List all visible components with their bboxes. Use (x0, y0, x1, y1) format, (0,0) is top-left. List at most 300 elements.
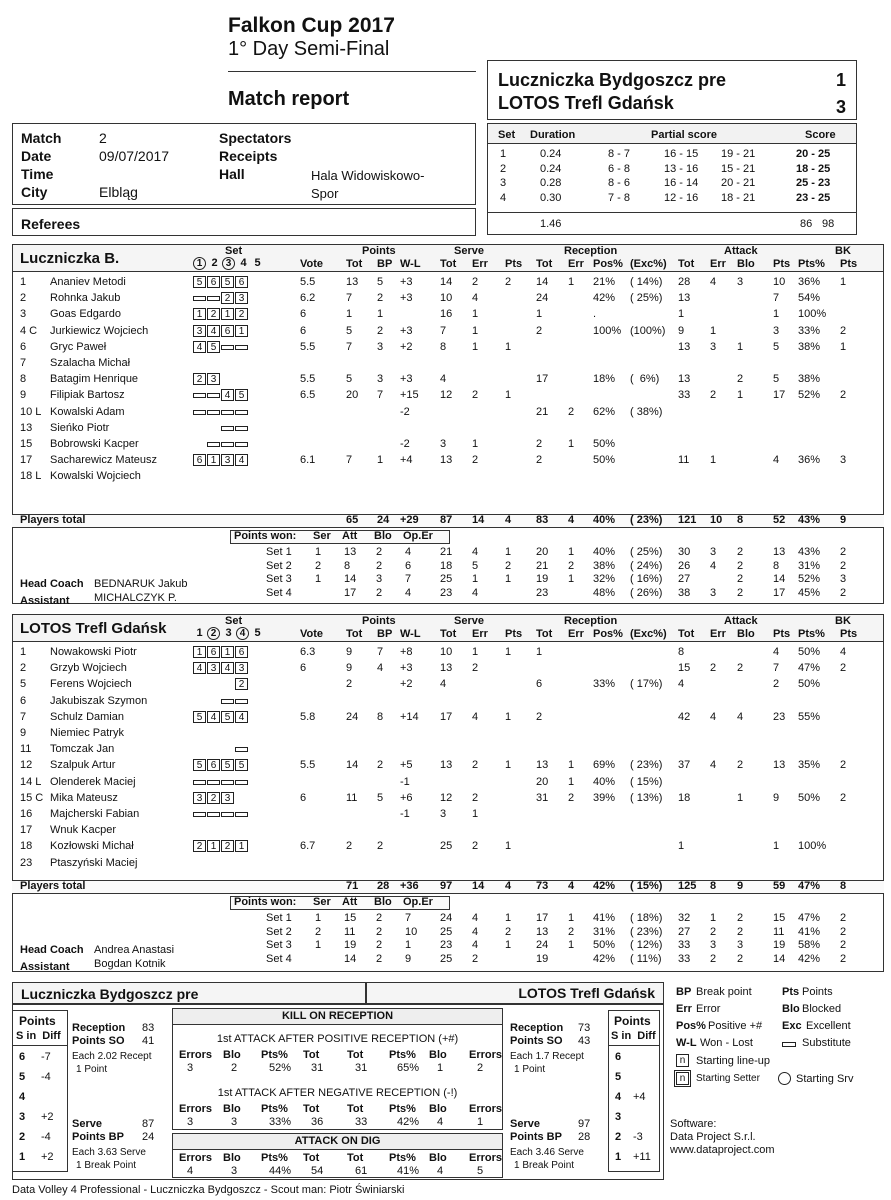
player-sets (193, 646, 249, 658)
stat-rtot: 31 (536, 791, 549, 804)
stat-vote: 6 (300, 662, 307, 675)
stat-apts: 4 (773, 646, 780, 658)
player-sets (193, 759, 249, 771)
total-rerr: 4 (568, 880, 575, 892)
stat-wl: +15 (400, 389, 419, 402)
col-header-wl: W-L (400, 628, 421, 640)
stat-stot: 8 (440, 340, 447, 353)
total-ablo: 8 (737, 514, 744, 526)
set-number: 1 (500, 148, 507, 160)
stat-rtot: 2 (536, 438, 543, 450)
stat-ptot: 7 (346, 340, 353, 353)
kill-col-value: 3 (231, 1165, 238, 1177)
stat-serr: 1 (472, 646, 479, 658)
starting-position-box: 5 (221, 759, 234, 771)
stat-ptot: 2 (346, 840, 353, 853)
set-stat-atot: 38 (678, 586, 691, 599)
set-stat-atot: 30 (678, 546, 691, 558)
substitute-marker (207, 296, 220, 301)
stat-ptot: 5 (346, 324, 353, 337)
set-stat-stot: 25 (440, 925, 453, 938)
stat-bp: 7 (377, 389, 384, 402)
starting-position-box: 3 (207, 373, 220, 385)
stat-rexc: ( 6%) (630, 373, 660, 386)
player-number: 14 L (20, 775, 42, 788)
player-number: 17 (20, 824, 33, 837)
total-apts: 52 (773, 514, 786, 526)
set-stat-rpos: 40% (593, 546, 616, 558)
set-stat-rpos: 38% (593, 559, 616, 572)
stat-ablo: 1 (737, 340, 744, 353)
match-label: Match (21, 130, 62, 146)
left-each-break: 1 Break Point (76, 1160, 137, 1171)
starting-position-box: 3 (207, 662, 220, 674)
stat-bk: 3 (840, 454, 847, 467)
stat-stot: 3 (440, 438, 447, 450)
kill-col-value: 52% (269, 1062, 292, 1074)
points-diff: -3 (633, 1131, 643, 1143)
stat-serr: 1 (472, 308, 479, 321)
total-serr: 14 (472, 880, 485, 892)
set-number-label: 3 (225, 627, 232, 639)
total-ptot: 71 (346, 880, 359, 892)
right-rec-label: Reception (510, 1022, 564, 1034)
player-sets (193, 695, 249, 707)
divider (228, 71, 476, 72)
points-diff: +4 (633, 1091, 646, 1103)
right-so-label: Points SO (510, 1035, 563, 1047)
players-total-label: Players total (20, 514, 86, 526)
set-blo: 2 (376, 952, 383, 965)
starting-position-box: 3 (235, 662, 248, 674)
legend-exc-key: Exc (782, 1020, 802, 1032)
stat-ablo: 2 (737, 662, 744, 675)
substitute-marker (221, 442, 234, 447)
stat-apts: 4 (773, 454, 780, 467)
sets-header-set: Set (498, 129, 516, 141)
set-ser: 2 (315, 559, 322, 572)
partial-score-2: 12 - 16 (664, 191, 699, 204)
player-name: Majcherski Fabian (50, 808, 140, 820)
starting-position-box: 6 (193, 454, 206, 466)
kill-col-value: 3 (187, 1062, 194, 1074)
set-stat-aptsp: 47% (798, 912, 821, 924)
set-stat-bk: 2 (840, 939, 847, 951)
col-header-atot: Tot (678, 628, 695, 640)
player-name: Filipiak Bartosz (50, 389, 125, 402)
set-stat-rerr: 2 (568, 925, 575, 938)
stat-atot: 37 (678, 759, 691, 772)
bottom-title-left (12, 982, 366, 1004)
set-att: 14 (344, 952, 357, 965)
player-sets (193, 808, 249, 820)
stat-ablo: 1 (737, 389, 744, 402)
starting-position-box: 6 (221, 325, 234, 337)
sets-table (487, 123, 857, 235)
set-stat-bk: 2 (840, 912, 847, 924)
points-rotation: 3 (615, 1111, 622, 1123)
set-stat-rpos: 31% (593, 925, 616, 938)
set-stat-bk: 2 (840, 952, 847, 965)
reception-group-label: Reception (564, 245, 618, 257)
stat-serr: 2 (472, 840, 479, 853)
stat-apts: 2 (773, 678, 780, 691)
set-stat-ablo: 2 (737, 952, 744, 965)
kill-col-header: Pts% (389, 1152, 416, 1164)
hall-value-2: Spor (311, 186, 339, 201)
city-value: Elbląg (99, 184, 138, 200)
substitute-marker (193, 393, 206, 398)
attack-group-label: Attack (724, 245, 758, 257)
legend-wl-key: W-L (676, 1037, 697, 1049)
report-subtitle: 1° Day Semi-Final (228, 38, 390, 60)
starting-position-box: 1 (235, 325, 248, 337)
set-number-label: 3 (222, 257, 235, 270)
player-name: Batagim Henrique (50, 373, 139, 386)
set-stat-stot: 25 (440, 952, 453, 965)
player-name: Ananiev Metodi (50, 276, 126, 288)
stat-spts: 1 (505, 710, 512, 723)
partial-score-1: 8 - 7 (608, 148, 631, 160)
set-number-label: 1 (193, 257, 206, 270)
receipts-label: Receipts (219, 148, 278, 164)
set-stat-spts: 1 (505, 912, 512, 924)
stat-wl: +3 (400, 276, 413, 288)
player-sets (193, 341, 249, 353)
bk-group-label: BK (835, 615, 851, 627)
stat-spts: 1 (505, 759, 512, 772)
kill-col-value: 54 (311, 1165, 324, 1177)
player-number: 12 (20, 759, 33, 772)
stat-rpos: 39% (593, 791, 616, 804)
set-oper: 1 (405, 939, 412, 951)
set-stat-serr: 4 (472, 586, 479, 599)
stat-rpos: 69% (593, 759, 616, 772)
set-stat-ablo: 3 (737, 939, 744, 951)
set-stat-label: Set 2 (266, 925, 292, 938)
points-group-label: Points (362, 615, 396, 627)
substitute-marker (193, 410, 206, 415)
col-header-stot: Tot (440, 628, 457, 640)
match-number: 2 (99, 130, 107, 146)
points-rotation: 2 (19, 1131, 26, 1143)
total-ptot: 65 (346, 514, 359, 526)
kill-col-value: 36 (311, 1116, 324, 1128)
player-number: 2 (20, 662, 27, 675)
stat-aptsp: 38% (798, 373, 821, 386)
legend-serve-text: Starting Srv (796, 1073, 854, 1085)
match-info-box (12, 123, 476, 205)
substitute-marker (207, 442, 220, 447)
starting-position-box: 4 (193, 341, 206, 353)
player-number: 8 (20, 373, 27, 386)
set-stat-serr: 2 (472, 952, 479, 965)
col-oper: Op.Er (403, 896, 433, 908)
set-stat-rexc: ( 26%) (630, 586, 663, 599)
set-score: 23 - 25 (796, 191, 831, 204)
starting-position-box: 2 (221, 292, 234, 304)
total-spts: 4 (505, 880, 512, 892)
kill-col-header: Blo (223, 1049, 241, 1061)
stat-atot: 28 (678, 276, 691, 288)
stat-apts: 23 (773, 710, 786, 723)
set-stat-rpos: 42% (593, 952, 616, 965)
kill-col-header: Tot (347, 1049, 364, 1061)
points-diff: -7 (41, 1051, 51, 1063)
kill-col-header: Blo (429, 1049, 447, 1061)
set-att: 19 (344, 939, 357, 951)
player-sets (193, 776, 249, 788)
set-number-label: 5 (254, 257, 261, 269)
set-stat-label: Set 4 (266, 952, 292, 965)
stat-bp: 1 (377, 454, 384, 467)
points-won-label: Points won: (234, 530, 297, 542)
starting-position-box: 2 (193, 840, 206, 852)
col-header-rexc: (Exc%) (630, 628, 667, 640)
total-bp: 24 (377, 514, 390, 526)
team-name: LOTOS Trefl Gdańsk (20, 620, 167, 637)
set-stat-rexc: ( 23%) (630, 925, 663, 938)
player-sets (193, 711, 249, 723)
set-stat-aerr: 4 (710, 559, 717, 572)
points-rotation: 1 (615, 1151, 622, 1163)
set-stat-rexc: ( 11%) (630, 952, 662, 965)
stat-aptsp: 47% (798, 662, 821, 675)
stat-atot: 13 (678, 373, 691, 386)
set-stat-aerr: 3 (710, 586, 717, 599)
legend (670, 982, 884, 1182)
stat-stot: 10 (440, 292, 453, 305)
right-bp-value: 28 (578, 1131, 591, 1143)
stat-serr: 1 (472, 438, 479, 450)
legend-pos-key: Pos% (676, 1020, 706, 1032)
set-stat-atot: 27 (678, 573, 691, 585)
col-ser: Ser (313, 896, 331, 908)
set-stat-aptsp: 31% (798, 559, 821, 572)
kill-col-header: Tot (303, 1152, 320, 1164)
stat-vote: 5.5 (300, 759, 316, 772)
stat-stot: 10 (440, 646, 453, 658)
player-name: Jurkiewicz Wojciech (50, 324, 149, 337)
stat-spts: 1 (505, 389, 512, 402)
head-coach-name: Andrea Anastasi (94, 944, 175, 956)
col-att: Att (342, 530, 358, 542)
stat-vote: 5.5 (300, 373, 316, 386)
col-oper: Op.Er (403, 530, 433, 542)
points-diff: +2 (41, 1151, 54, 1163)
player-name: Schulz Damian (50, 710, 124, 723)
stat-aptsp: 100% (798, 308, 827, 321)
stat-spts: 1 (505, 840, 512, 853)
player-name: Kowalski Adam (50, 405, 125, 418)
team-name: Luczniczka B. (20, 250, 120, 267)
stat-rexc: ( 15%) (630, 775, 663, 788)
player-number: 1 (20, 646, 27, 658)
total-apts: 59 (773, 880, 786, 892)
col-header-bk: Pts (840, 628, 858, 640)
col-header-wl: W-L (400, 258, 421, 270)
col-header-atot: Tot (678, 258, 695, 270)
points-title-right: Points (614, 1014, 651, 1028)
total-wl: +36 (400, 880, 419, 892)
bottom-team2-name: LOTOS Trefl Gdańsk (518, 985, 655, 1001)
player-number: 15 C (20, 791, 44, 804)
total-rexc: ( 15%) (630, 880, 663, 892)
kill-col-value: 2 (477, 1062, 484, 1074)
starting-position-box: 5 (221, 276, 234, 288)
points-diff: +11 (633, 1151, 651, 1163)
reception-group-label: Reception (564, 615, 618, 627)
col-header-vote: Vote (300, 628, 324, 640)
starting-position-box: 4 (235, 454, 248, 466)
set-stat-aptsp: 41% (798, 925, 821, 938)
total-atot: 125 (678, 880, 697, 892)
stat-ablo: 3 (737, 276, 744, 288)
stat-serr: 2 (472, 276, 479, 288)
player-number: 9 (20, 727, 27, 739)
col-header-serr: Err (472, 628, 488, 640)
stat-rerr: 2 (568, 791, 575, 804)
substitute-marker (235, 345, 248, 350)
stat-ablo: 2 (737, 759, 744, 772)
stat-rexc: ( 25%) (630, 292, 663, 305)
stat-bk: 1 (840, 340, 847, 353)
set-stat-serr: 4 (472, 925, 479, 938)
set-stat-apts: 11 (773, 925, 785, 938)
starting-setter-icon: n (676, 1072, 689, 1085)
points-diff: -4 (41, 1071, 51, 1083)
stat-rerr: 1 (568, 775, 575, 788)
col-header-ptot: Tot (346, 258, 363, 270)
legend-substitute-text: Substitute (802, 1037, 851, 1049)
stat-ptot: 24 (346, 710, 359, 723)
stat-bk: 2 (840, 324, 847, 337)
stat-wl: +5 (400, 759, 413, 772)
col-header-ablo: Blo (737, 628, 755, 640)
kill-col-value: 61 (355, 1165, 368, 1177)
stat-bp: 3 (377, 340, 384, 353)
set-oper: 9 (405, 952, 412, 965)
partial-score-2: 13 - 16 (664, 162, 699, 175)
stat-rtot: 14 (536, 276, 549, 288)
legend-exc-text: Excellent (806, 1020, 851, 1032)
stat-rerr: 1 (568, 438, 575, 450)
points-divider-left (13, 1045, 67, 1046)
player-name: Bobrowski Kacper (50, 438, 139, 450)
starting-position-box: 6 (207, 276, 220, 288)
set-stat-rpos: 32% (593, 573, 616, 585)
kill-col-header: Blo (223, 1152, 241, 1164)
starting-position-box: 1 (207, 454, 220, 466)
stat-atot: 33 (678, 389, 691, 402)
set-stat-apts: 13 (773, 546, 786, 558)
set-oper: 7 (405, 573, 412, 585)
set-blo: 2 (376, 939, 383, 951)
stat-ptot: 5 (346, 373, 353, 386)
set-stat-aptsp: 42% (798, 952, 821, 965)
sets-total-duration: 1.46 (540, 218, 562, 230)
player-name: Niemiec Patryk (50, 727, 124, 739)
time-label: Time (21, 166, 54, 182)
kill-box (172, 1008, 503, 1130)
sets-total-line (488, 212, 856, 213)
set-stat-apts: 15 (773, 912, 786, 924)
kill-col-value: 41% (397, 1165, 420, 1177)
col-header-apts: Pts (773, 258, 791, 270)
set-att: 14 (344, 573, 357, 585)
kill-col-header: Tot (347, 1152, 364, 1164)
set-stat-rtot: 13 (536, 925, 549, 938)
set-blo: 2 (376, 586, 383, 599)
stat-atot: 1 (678, 308, 685, 321)
stat-aerr: 2 (710, 662, 717, 675)
set-stat-bk: 2 (840, 559, 847, 572)
s-in-diff-right: S in Diff (611, 1030, 656, 1042)
stat-serr: 2 (472, 759, 479, 772)
stat-atot: 13 (678, 340, 691, 353)
kill-col-value: 4 (187, 1165, 194, 1177)
player-number: 7 (20, 710, 27, 723)
serve-group-label: Serve (454, 615, 484, 627)
col-header-ptot: Tot (346, 628, 363, 640)
set-stat-aptsp: 43% (798, 546, 821, 558)
match-report-heading: Match report (228, 88, 350, 110)
player-number: 7 (20, 357, 27, 369)
legend-blo-key: Blo (782, 1003, 800, 1015)
set-group-label: Set (225, 245, 243, 257)
stat-rpos: 50% (593, 454, 616, 467)
stat-aptsp: 55% (798, 710, 821, 723)
referees-label: Referees (21, 216, 81, 232)
points-title-left: Points (19, 1014, 56, 1028)
set-stat-rtot: 20 (536, 546, 549, 558)
kill-col-header: Tot (303, 1103, 320, 1115)
set-stat-serr: 5 (472, 559, 479, 572)
stat-apts: 5 (773, 373, 780, 386)
set-stat-spts: 1 (505, 939, 512, 951)
stat-spts: 2 (505, 276, 512, 288)
set-stat-rtot: 24 (536, 939, 549, 951)
kill-col-header: Errors (469, 1152, 503, 1164)
kill-col-header: Errors (179, 1103, 213, 1115)
stat-bp: 2 (377, 840, 384, 853)
set-stat-stot: 18 (440, 559, 453, 572)
set-stat-aerr: 2 (710, 952, 717, 965)
partial-score-1: 7 - 8 (608, 191, 631, 204)
set-stat-rpos: 48% (593, 586, 616, 599)
legend-blo-text: Blocked (802, 1003, 842, 1015)
stat-stot: 16 (440, 308, 453, 321)
substitute-marker (193, 780, 206, 785)
points-rotation: 6 (19, 1051, 26, 1063)
player-name: Ptaszyński Maciej (50, 856, 138, 869)
set-stat-spts: 1 (505, 546, 512, 558)
points-box-left (12, 1010, 68, 1172)
col-att: Att (342, 896, 358, 908)
starting-position-box: 6 (207, 646, 220, 658)
col-header-apts: Pts (773, 628, 791, 640)
kill-col-value: 4 (437, 1165, 444, 1177)
player-name: Mika Mateusz (50, 791, 118, 804)
stat-rpos: 40% (593, 775, 616, 788)
set-number-label: 2 (207, 627, 220, 640)
stat-rexc: ( 23%) (630, 759, 663, 772)
starting-position-box: 5 (235, 759, 248, 771)
starting-position-box: 2 (207, 308, 220, 320)
stat-rtot: 13 (536, 759, 549, 772)
points-rotation: 5 (615, 1071, 622, 1083)
set-stat-ablo: 2 (737, 586, 744, 599)
